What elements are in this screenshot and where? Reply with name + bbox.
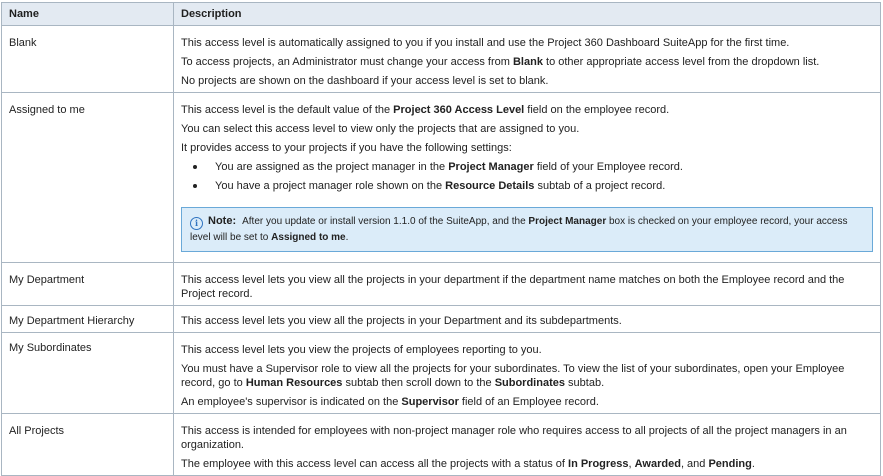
access-level-description	[174, 93, 881, 263]
access-level-description	[174, 263, 881, 306]
settings-list	[181, 160, 873, 193]
description-paragraph: It provides access to your projects if you have the following settings:	[181, 142, 512, 154]
description-paragraph: An employee's supervisor is indicated on the Supervisor field of an Employee record.	[181, 396, 599, 408]
access-level-description	[174, 414, 881, 476]
note-label: Note:	[208, 215, 237, 227]
access-level-name: All Projects	[2, 414, 174, 476]
table-row	[2, 93, 881, 263]
description-paragraph: You must have a Supervisor role to view all the projects for your subordinates. To view the list of your subordinates, open your Employee record, go to Human Resources subtab then scroll down to the Subordinates subtab.	[181, 363, 845, 389]
table-row	[2, 414, 881, 476]
description-paragraph: No projects are shown on the dashboard if your access level is set to blank.	[181, 75, 549, 87]
access-level-description	[174, 306, 881, 333]
description-paragraph: The employee with this access level can access all the projects with a status of In Progress, Awarded, and Pending.	[181, 458, 755, 470]
description-paragraph: This access level lets you view the projects of employees reporting to you.	[181, 344, 542, 356]
note-callout: i Note: After you update or install version 1.1.0 of the SuiteApp, and the Project Manager box is checked on your employee record, your access level will be set to Assigned to me.	[181, 207, 873, 252]
access-level-name: My Subordinates	[2, 333, 174, 414]
access-level-name: My Department	[2, 263, 174, 306]
description-paragraph: This access level is the default value of the Project 360 Access Level field on the employee record.	[181, 104, 670, 116]
access-level-name: Blank	[2, 26, 174, 93]
info-icon: i	[190, 217, 203, 230]
description-paragraph: This access level is automatically assigned to you if you install and use the Project 360 Dashboard SuiteApp for the first time.	[181, 37, 790, 49]
description-paragraph: This access is intended for employees with non-project manager role who requires access to all projects of all the project managers in an organization.	[181, 425, 847, 451]
description-paragraph: This access level lets you view all the projects in your department if the department name matches on both the Employee record and the Project record.	[181, 274, 845, 300]
table-header-row	[2, 3, 881, 26]
access-level-table	[1, 2, 881, 476]
description-paragraph: You can select this access level to view only the projects that are assigned to you.	[181, 123, 580, 135]
table-row	[2, 306, 881, 333]
description-paragraph: To access projects, an Administrator must change your access from Blank to other appropriate access level from the dropdown list.	[181, 56, 820, 68]
column-header-description: Description	[174, 3, 881, 26]
table-row	[2, 333, 881, 414]
list-item: You are assigned as the project manager in the Project Manager field of your Employee record.	[215, 160, 873, 174]
column-header-name: Name	[2, 3, 174, 26]
access-level-name: Assigned to me	[2, 93, 174, 263]
access-level-description	[174, 333, 881, 414]
access-level-description	[174, 26, 881, 93]
access-level-name: My Department Hierarchy	[2, 306, 174, 333]
table-row	[2, 26, 881, 93]
list-item: You have a project manager role shown on the Resource Details subtab of a project record.	[215, 179, 873, 193]
table-row	[2, 263, 881, 306]
description-paragraph: This access level lets you view all the projects in your Department and its subdepartments.	[181, 315, 622, 327]
